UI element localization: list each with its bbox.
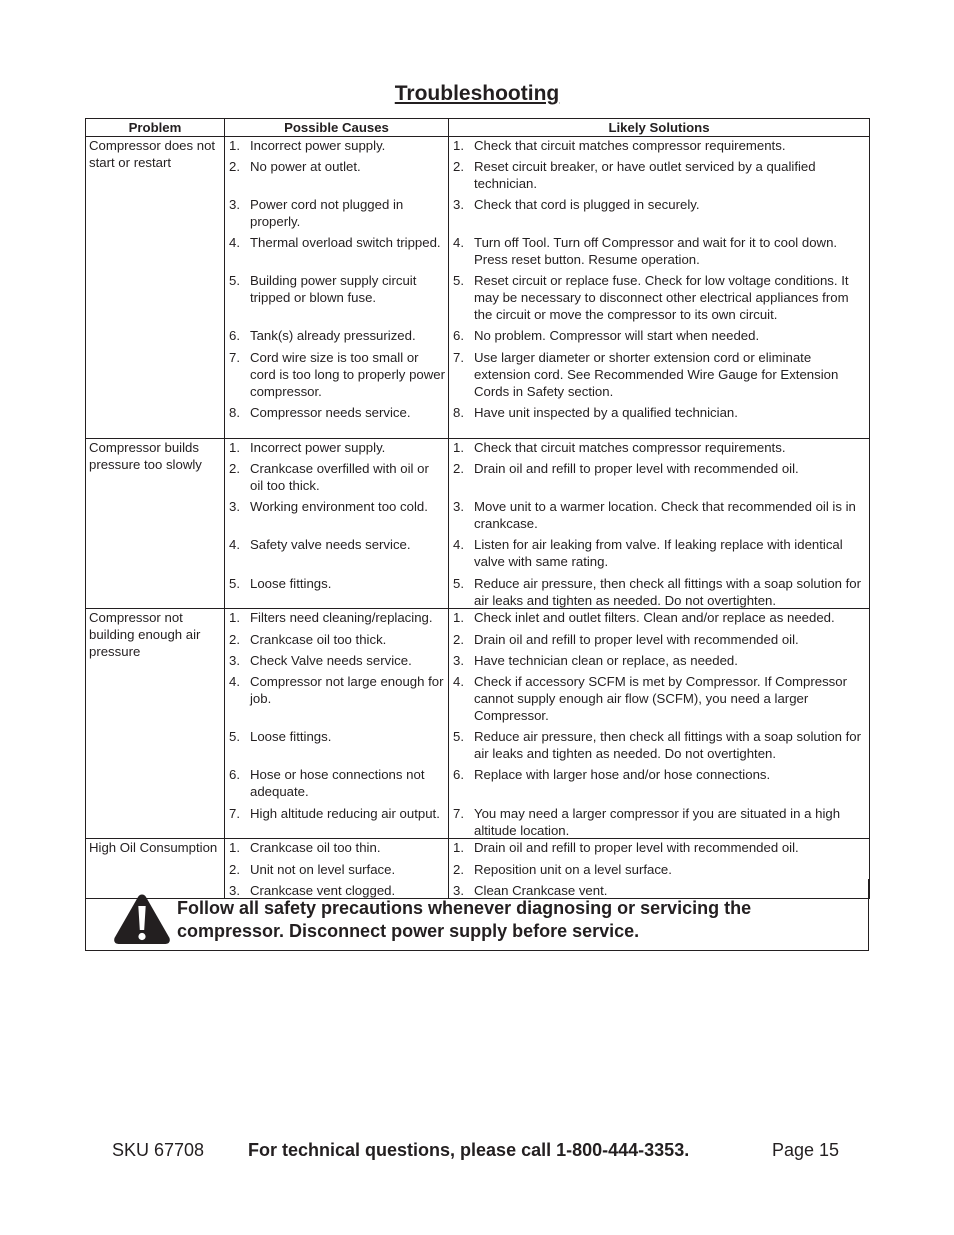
solution-item	[452, 498, 866, 536]
solution-item	[452, 652, 866, 673]
solution-item	[452, 404, 866, 421]
solution-number: 3.	[453, 653, 464, 668]
problem-row-not-enough-pressure	[86, 609, 870, 839]
cause-item	[228, 234, 445, 272]
cause-text: Crankcase vent clogged.	[250, 883, 396, 898]
cause-text: Building power supply circuit tripped or blown fuse.	[250, 273, 417, 305]
solution-number: 4.	[453, 235, 464, 250]
cause-number: 3.	[229, 653, 240, 668]
footer-sku: SKU 67708	[112, 1140, 205, 1160]
solution-text: Drain oil and refill to proper level with recommended oil.	[474, 840, 799, 855]
solution-item	[452, 609, 866, 631]
cause-item	[228, 673, 445, 728]
cause-item	[228, 137, 445, 158]
solution-item	[452, 158, 866, 196]
solution-text: Check that cord is plugged in securely.	[474, 197, 700, 212]
solution-number: 8.	[453, 405, 464, 420]
cause-text: Compressor needs service.	[250, 405, 411, 420]
cause-item	[228, 272, 445, 327]
solution-text: Reduce air pressure, then check all fittings with a soap solution for air leaks and tighten as needed. Do not overtighten.	[474, 729, 862, 761]
cause-item	[228, 839, 445, 861]
solution-number: 5.	[453, 576, 464, 591]
solution-item	[452, 631, 866, 652]
cause-text: Thermal overload switch tripped.	[250, 235, 441, 250]
problem-row-builds-slowly	[86, 439, 870, 609]
solution-item	[452, 327, 866, 349]
solution-number: 3.	[453, 499, 464, 514]
cause-item	[228, 631, 445, 652]
cause-text: Power cord not plugged in properly.	[250, 197, 404, 229]
solution-number: 1.	[453, 840, 464, 855]
solution-text: Move unit to a warmer location. Check that recommended oil is in crankcase.	[474, 499, 856, 531]
cause-item	[228, 327, 445, 349]
cause-number: 2.	[229, 862, 240, 877]
solution-text: Check if accessory SCFM is met by Compressor. If Compressor cannot supply enough air flow (SCFM), you need a larger Compressor.	[474, 674, 848, 723]
cause-item	[228, 349, 445, 404]
solution-text: Drain oil and refill to proper level with recommended oil.	[474, 461, 799, 476]
cause-number: 5.	[229, 576, 240, 591]
cause-number: 7.	[229, 806, 240, 821]
cause-number: 4.	[229, 235, 240, 250]
cause-item	[228, 805, 445, 838]
solutions-cell	[449, 137, 870, 439]
cause-item	[228, 536, 445, 575]
cause-number: 1.	[229, 138, 240, 153]
cause-text: Working environment too cold.	[250, 499, 428, 514]
solution-item	[452, 196, 866, 234]
solution-text: Check that circuit matches compressor requirements.	[474, 138, 786, 153]
solution-text: Use larger diameter or shorter extension cord or eliminate extension cord. See Recommended Wire Gauge for Extension Cords in Safety section.	[474, 350, 839, 399]
troubleshooting-table	[85, 118, 870, 899]
solution-text: Reset circuit breaker, or have outlet serviced by a qualified technician.	[474, 159, 816, 191]
cause-item	[228, 766, 445, 805]
solution-item	[452, 439, 866, 460]
cause-number: 1.	[229, 440, 240, 455]
cause-number: 5.	[229, 729, 240, 744]
solution-text: Drain oil and refill to proper level with recommended oil.	[474, 632, 799, 647]
page-title: Troubleshooting	[394, 82, 560, 105]
solution-item	[452, 766, 866, 805]
solution-number: 7.	[453, 806, 464, 821]
header-likely-solutions: Likely Solutions	[449, 119, 870, 137]
cause-number: 1.	[229, 840, 240, 855]
solution-number: 2.	[453, 862, 464, 877]
cause-item	[228, 158, 445, 196]
solution-number: 3.	[453, 197, 464, 212]
solution-text: You may need a larger compressor if you are situated in a high altitude location.	[474, 806, 841, 838]
cause-item	[228, 404, 445, 421]
solution-text: Replace with larger hose and/or hose connections.	[474, 767, 771, 782]
cause-text: Crankcase oil too thick.	[250, 632, 387, 647]
cause-text: Crankcase oil too thin.	[250, 840, 381, 855]
cause-text: Filters need cleaning/replacing.	[250, 610, 433, 625]
cause-text: Check Valve needs service.	[250, 653, 412, 668]
problem-cell: Compressor builds pressure too slowly	[86, 439, 225, 609]
solution-text: Check that circuit matches compressor requirements.	[474, 440, 786, 455]
solution-text: Turn off Tool. Turn off Compressor and wait for it to cool down. Press reset button. Resume operation.	[474, 235, 838, 267]
safety-warning-box	[85, 879, 869, 951]
safety-warning-text	[177, 897, 751, 943]
cause-item	[228, 460, 445, 498]
cause-text: Unit not on level surface.	[250, 862, 396, 877]
solution-item	[452, 575, 866, 608]
solution-text: Reduce air pressure, then check all fittings with a soap solution for air leaks and tighten as needed. Do not overtighten.	[474, 576, 862, 608]
cause-number: 4.	[229, 674, 240, 689]
cause-text: Cord wire size is too small or cord is too long to properly power compressor.	[250, 350, 445, 399]
header-problem: Problem	[86, 119, 225, 137]
solution-number: 2.	[453, 461, 464, 476]
solution-text: Listen for air leaking from valve. If leaking replace with identical valve with same rating.	[474, 537, 843, 569]
cause-text: Hose or hose connections not adequate.	[250, 767, 425, 799]
cause-number: 3.	[229, 499, 240, 514]
solution-item	[452, 805, 866, 838]
warning-triangle-icon	[113, 893, 171, 945]
header-possible-causes: Possible Causes	[225, 119, 449, 137]
cause-number: 5.	[229, 273, 240, 288]
cause-number: 6.	[229, 767, 240, 782]
solution-number: 2.	[453, 159, 464, 174]
cause-item	[228, 196, 445, 234]
cause-number: 3.	[229, 197, 240, 212]
solution-number: 2.	[453, 632, 464, 647]
solutions-cell	[449, 609, 870, 839]
cause-text: Loose fittings.	[250, 576, 332, 591]
problem-cell: Compressor does not start or restart	[86, 137, 225, 439]
problem-row-does-not-start	[86, 137, 870, 439]
cause-item	[228, 609, 445, 631]
cause-text: Crankcase overfilled with oil or oil too thick.	[250, 461, 429, 493]
solution-number: 5.	[453, 729, 464, 744]
table-header-row	[86, 119, 870, 137]
cause-text: Loose fittings.	[250, 729, 332, 744]
cause-number: 2.	[229, 159, 240, 174]
solution-text: Check inlet and outlet filters. Clean and/or replace as needed.	[474, 610, 835, 625]
solution-text: Have technician clean or replace, as needed.	[474, 653, 738, 668]
solution-number: 1.	[453, 138, 464, 153]
cause-number: 4.	[229, 537, 240, 552]
cause-text: Compressor not large enough for job.	[250, 674, 444, 706]
solution-number: 1.	[453, 610, 464, 625]
cause-number: 6.	[229, 328, 240, 343]
cause-number: 2.	[229, 461, 240, 476]
cause-text: No power at outlet.	[250, 159, 361, 174]
cause-number: 2.	[229, 632, 240, 647]
cause-text: Safety valve needs service.	[250, 537, 411, 552]
footer-contact: For technical questions, please call 1-800-444-3353.	[248, 1140, 690, 1160]
problem-cell: Compressor not building enough air pressure	[86, 609, 225, 839]
solution-item	[452, 673, 866, 728]
cause-item	[228, 728, 445, 766]
solution-number: 3.	[453, 883, 464, 898]
solution-text: Have unit inspected by a qualified technician.	[474, 405, 738, 420]
cause-item	[228, 498, 445, 536]
solution-number: 5.	[453, 273, 464, 288]
solution-number: 6.	[453, 328, 464, 343]
solution-text: Reposition unit on a level surface.	[474, 862, 672, 877]
problem-cell: High Oil Consumption	[86, 839, 225, 899]
solution-item	[452, 839, 866, 861]
cause-text: Incorrect power supply.	[250, 138, 386, 153]
solution-item	[452, 137, 866, 158]
solution-item	[452, 536, 866, 575]
cause-number: 8.	[229, 405, 240, 420]
cause-item	[228, 439, 445, 460]
solution-number: 4.	[453, 537, 464, 552]
solution-number: 6.	[453, 767, 464, 782]
cause-item	[228, 652, 445, 673]
solutions-cell	[449, 439, 870, 609]
cause-text: High altitude reducing air output.	[250, 806, 440, 821]
footer-page-number: Page 15	[772, 1140, 840, 1160]
solution-item	[452, 234, 866, 272]
cause-text: Incorrect power supply.	[250, 440, 386, 455]
causes-cell	[225, 439, 449, 609]
solution-item	[452, 272, 866, 327]
solution-number: 1.	[453, 440, 464, 455]
causes-cell	[225, 609, 449, 839]
cause-number: 1.	[229, 610, 240, 625]
causes-cell	[225, 137, 449, 439]
cause-number: 3.	[229, 883, 240, 898]
solution-number: 7.	[453, 350, 464, 365]
solution-item	[452, 460, 866, 498]
cause-item	[228, 575, 445, 608]
solution-item	[452, 349, 866, 404]
safety-warning-line-1: Follow all safety precautions whenever diagnosing or servicing the	[177, 898, 752, 918]
cause-text: Tank(s) already pressurized.	[250, 328, 416, 343]
safety-warning-line-2: compressor. Disconnect power supply before service.	[177, 921, 640, 941]
solution-text: No problem. Compressor will start when needed.	[474, 328, 760, 343]
solution-item	[452, 728, 866, 766]
solution-text: Clean Crankcase vent.	[474, 883, 608, 898]
cause-number: 7.	[229, 350, 240, 365]
solution-text: Reset circuit or replace fuse. Check for low voltage conditions. It may be necessary to disconnect other electrical appliances from the circuit or move the compressor to its own circuit.	[474, 273, 849, 322]
solution-number: 4.	[453, 674, 464, 689]
